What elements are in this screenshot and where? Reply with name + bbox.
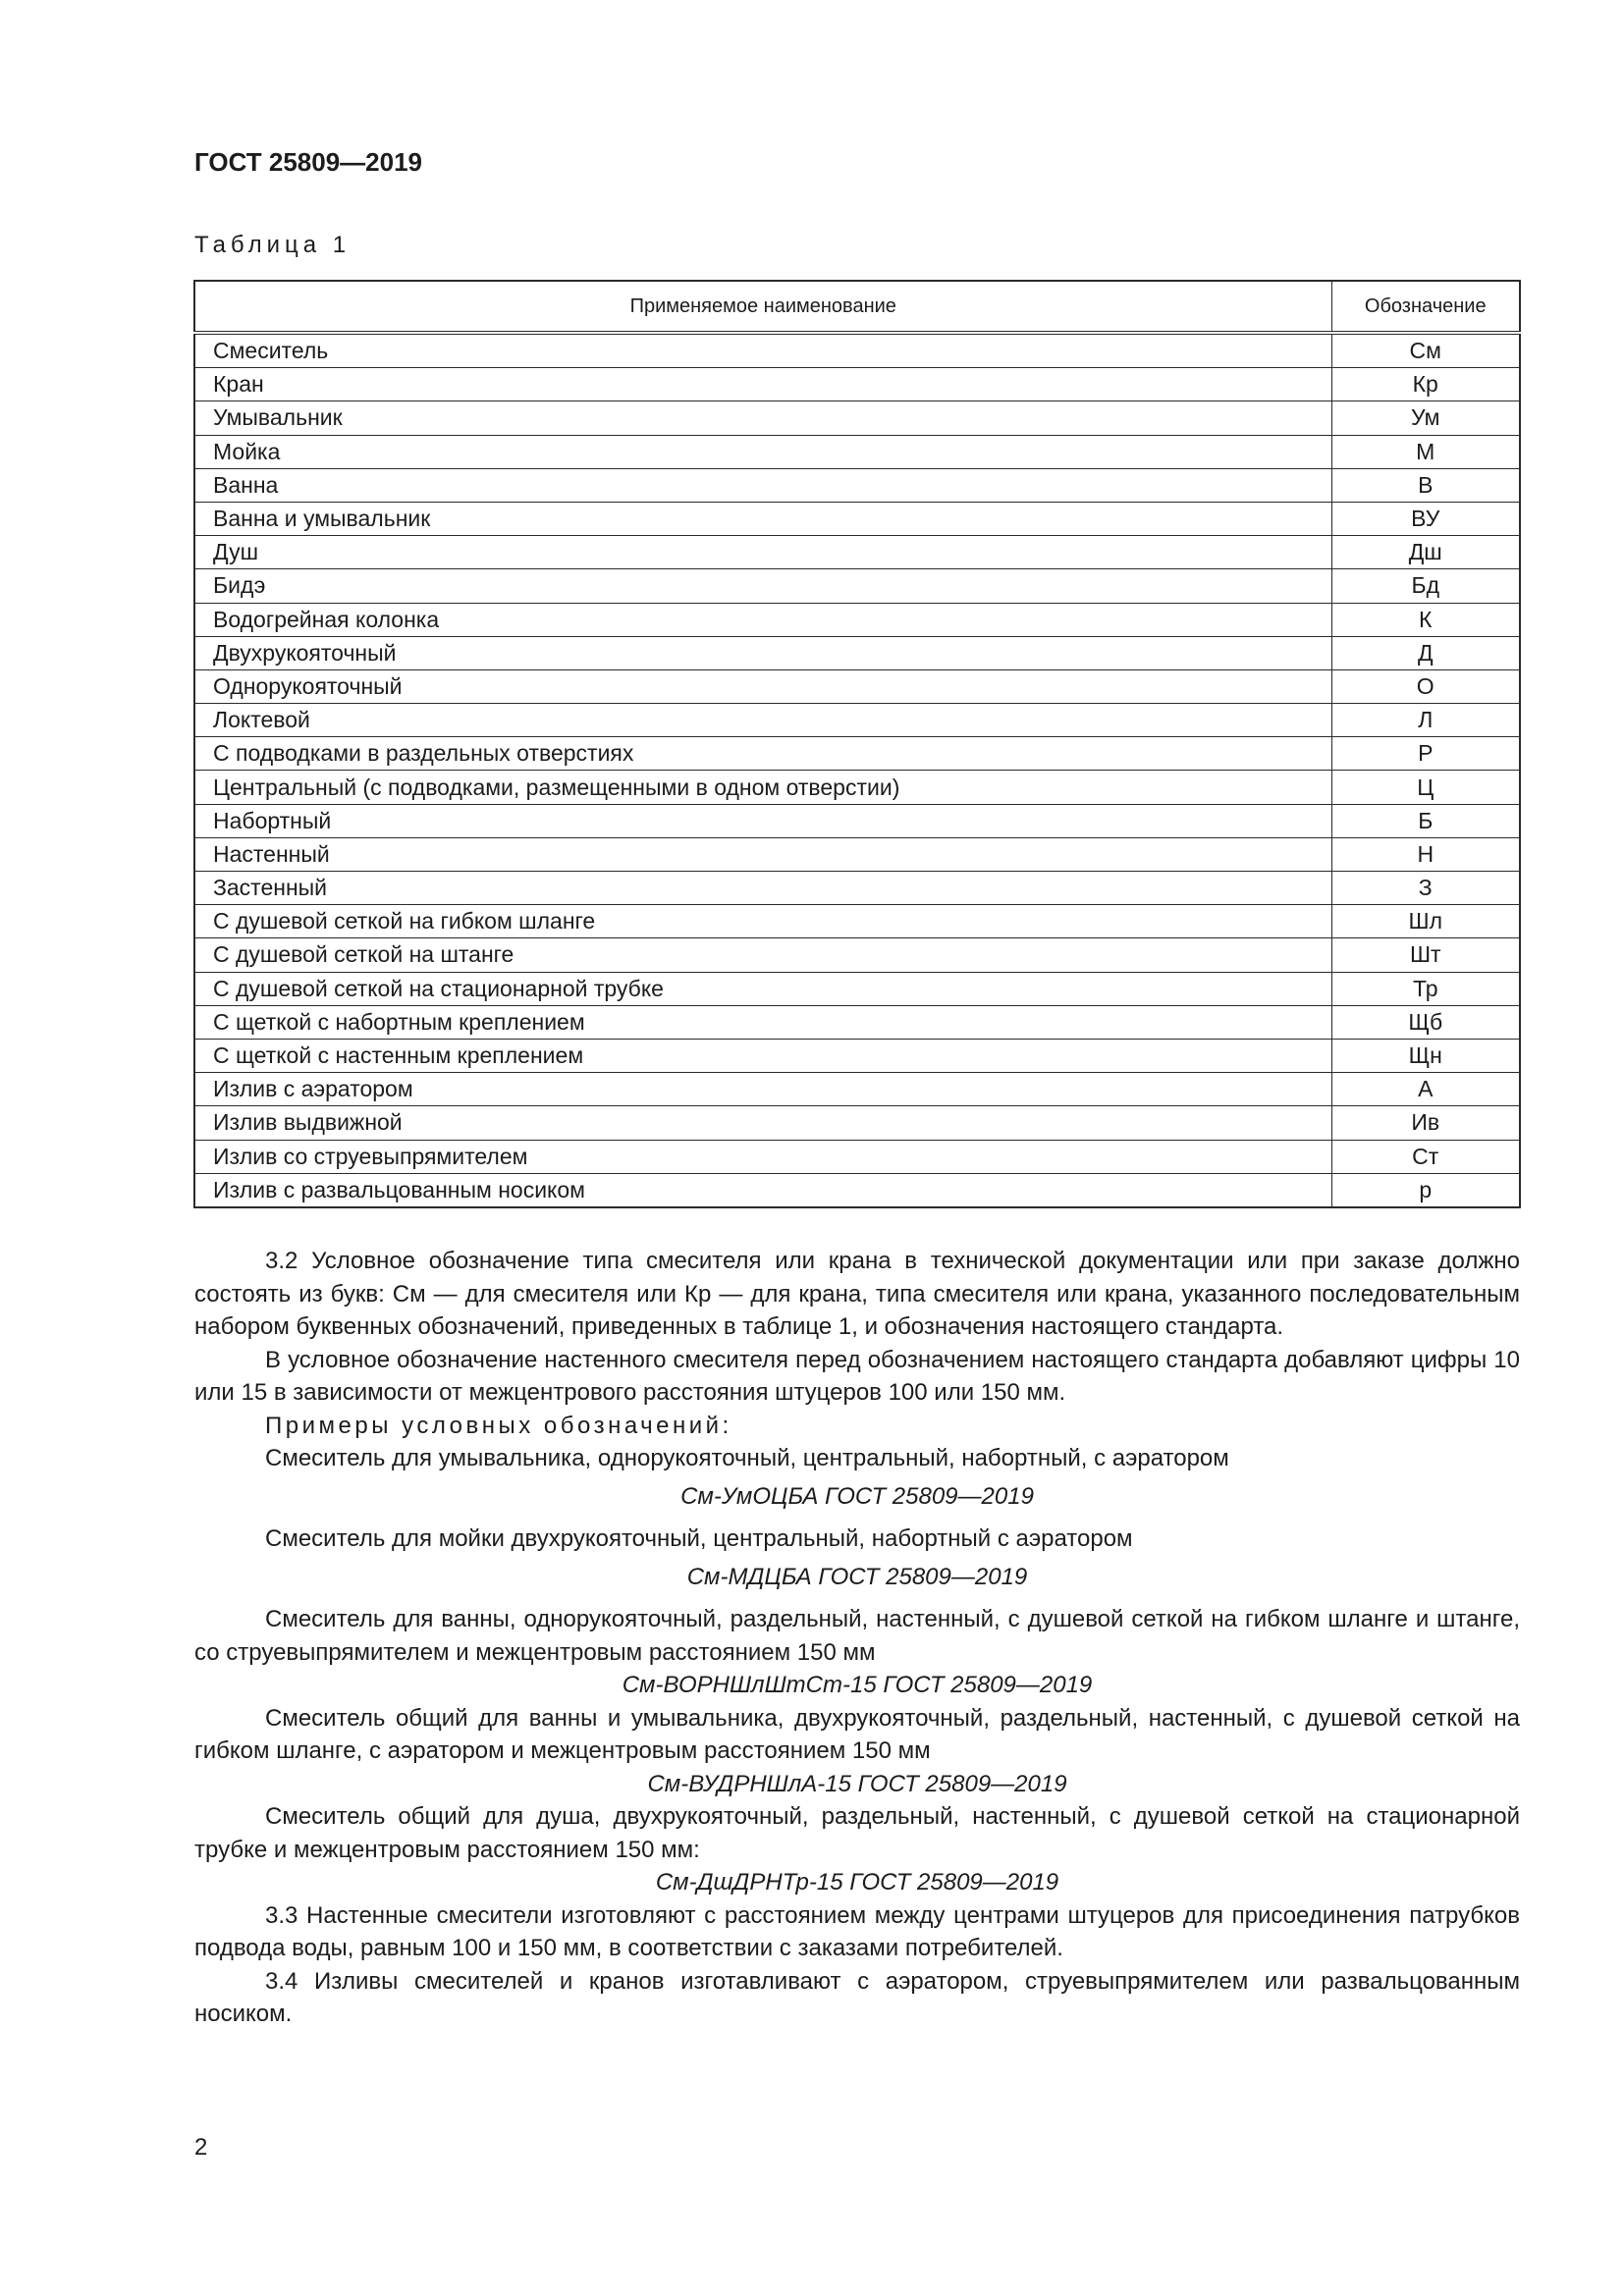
example-2-designation: См-МДЦБА ГОСТ 25809—2019	[686, 1563, 1028, 1590]
example-3-text: Смеситель для ванны, однорукояточный, раздельный, настенный, с душевой сеткой на гибком шланге и штанге, со струевыпрямителем и межцентровым расстоянием 150 мм	[194, 1606, 1520, 1666]
designations-table	[193, 280, 1521, 1208]
example-1-text: Смеситель для умывальника, однорукояточный, центральный, набортный, с аэратором	[265, 1445, 1229, 1471]
table-row	[194, 368, 1520, 401]
row-name: Двухрукояточный	[194, 636, 1331, 669]
example-5-designation: См-ДшДРНТр-15 ГОСТ 25809—2019	[655, 1869, 1059, 1896]
example-1-designation: См-УмОЦБА ГОСТ 25809—2019	[680, 1482, 1034, 1510]
table-row	[194, 804, 1520, 837]
table-row	[194, 837, 1520, 871]
table-row	[194, 603, 1520, 636]
table-row	[194, 1106, 1520, 1140]
row-code: р	[1331, 1173, 1520, 1207]
row-name: Однорукояточный	[194, 669, 1331, 703]
table-body	[194, 333, 1520, 1207]
row-name: Бидэ	[194, 569, 1331, 603]
paragraph-3-3: 3.3 Настенные смесители изготовляют с расстоянием между центрами штуцеров для присоединения патрубков подвода воды, равным 100 и 150 мм, в соответствии с заказами потребителей.	[194, 1901, 1520, 1961]
row-code: Кр	[1331, 368, 1520, 401]
row-name: Излив выдвижной	[194, 1106, 1331, 1140]
row-code: К	[1331, 603, 1520, 636]
page-number: 2	[194, 2134, 208, 2161]
table-row	[194, 569, 1520, 603]
table-row	[194, 401, 1520, 435]
row-name: Набортный	[194, 804, 1331, 837]
example-3-designation: См-ВОРНШлШтСт-15 ГОСТ 25809—2019	[622, 1672, 1093, 1698]
row-code: Р	[1331, 737, 1520, 771]
row-name: С щеткой с набортным креплением	[194, 1005, 1331, 1039]
row-code: Щн	[1331, 1039, 1520, 1072]
row-name: Кран	[194, 368, 1331, 401]
row-name: Излив со струевыпрямителем	[194, 1140, 1331, 1173]
body-text	[194, 1245, 1520, 2031]
table-row	[194, 333, 1520, 368]
paragraph-wall-mounted: В условное обозначение настенного смесителя перед обозначением настоящего стандарта добавляют цифры 10 или 15 в зависимости от межцентрового расстояния штуцеров 100 или 150 мм.	[194, 1346, 1520, 1406]
row-code: Ст	[1331, 1140, 1520, 1173]
table-row	[194, 1140, 1520, 1173]
row-name: Локтевой	[194, 704, 1331, 737]
table-caption: Таблица 1	[194, 232, 352, 258]
table-row	[194, 1073, 1520, 1106]
row-name: Настенный	[194, 837, 1331, 871]
row-code: Б	[1331, 804, 1520, 837]
page-header: ГОСТ 25809—2019	[194, 147, 422, 177]
row-name: С душевой сеткой на штанге	[194, 938, 1331, 972]
row-name: Водогрейная колонка	[194, 603, 1331, 636]
row-code: Тр	[1331, 972, 1520, 1005]
row-code: Дш	[1331, 536, 1520, 569]
row-name: С душевой сеткой на гибком шланге	[194, 905, 1331, 938]
row-name: С щеткой с настенным креплением	[194, 1039, 1331, 1072]
table-row	[194, 636, 1520, 669]
column-header-code: Обозначение	[1331, 281, 1520, 333]
row-name: С душевой сеткой на стационарной трубке	[194, 972, 1331, 1005]
table-row	[194, 468, 1520, 502]
row-code: Н	[1331, 837, 1520, 871]
row-name: Умывальник	[194, 401, 1331, 435]
table-row	[194, 1039, 1520, 1072]
table-row	[194, 435, 1520, 468]
row-name: Застенный	[194, 872, 1331, 905]
row-name: Смеситель	[194, 333, 1331, 368]
row-code: Бд	[1331, 569, 1520, 603]
example-4-designation: См-ВУДРНШлА-15 ГОСТ 25809—2019	[647, 1770, 1067, 1797]
row-code: Шл	[1331, 905, 1520, 938]
row-name: Душ	[194, 536, 1331, 569]
example-2-text: Смеситель для мойки двухрукояточный, центральный, набортный с аэратором	[265, 1525, 1133, 1552]
row-name: С подводками в раздельных отверстиях	[194, 737, 1331, 771]
table-row	[194, 669, 1520, 703]
row-code: Ум	[1331, 401, 1520, 435]
table-row	[194, 872, 1520, 905]
row-code: А	[1331, 1073, 1520, 1106]
row-code: Ц	[1331, 771, 1520, 804]
paragraph-3-4: 3.4 Изливы смесителей и кранов изготавливают с аэратором, струевыпрямителем или развальцованным носиком.	[194, 1967, 1520, 2027]
table-row	[194, 1005, 1520, 1039]
row-name: Мойка	[194, 435, 1331, 468]
row-code: О	[1331, 669, 1520, 703]
row-code: См	[1331, 333, 1520, 368]
row-name: Излив с развальцованным носиком	[194, 1173, 1331, 1207]
table-row	[194, 737, 1520, 771]
table-row	[194, 972, 1520, 1005]
row-code: Д	[1331, 636, 1520, 669]
example-4-text: Смеситель общий для ванны и умывальника, двухрукояточный, раздельный, настенный, с душевой сеткой на гибком шланге, с аэратором и межцентровым расстоянием 150 мм	[194, 1704, 1520, 1764]
column-header-name: Применяемое наименование	[194, 281, 1331, 333]
row-code: Щб	[1331, 1005, 1520, 1039]
row-code: Шт	[1331, 938, 1520, 972]
row-code: Ив	[1331, 1106, 1520, 1140]
table-header-row	[194, 281, 1520, 333]
row-name: Центральный (с подводками, размещенными в одном отверстии)	[194, 771, 1331, 804]
paragraph-3-2: 3.2 Условное обозначение типа смесителя или крана в технической документации или при заказе должно состоять из букв: См — для смесителя или Кр — для крана, типа смесителя или крана, указанного последовательным набором буквенных обозначений, приведенных в таблице 1, и обозначения настоящего стандарта.	[194, 1248, 1520, 1340]
row-name: Ванна и умывальник	[194, 502, 1331, 535]
table-row	[194, 1173, 1520, 1207]
table-row	[194, 502, 1520, 535]
table-row	[194, 905, 1520, 938]
table-row	[194, 938, 1520, 972]
row-code: З	[1331, 872, 1520, 905]
row-name: Ванна	[194, 468, 1331, 502]
row-code: М	[1331, 435, 1520, 468]
examples-heading: Примеры условных обозначений:	[265, 1412, 732, 1439]
row-code: Л	[1331, 704, 1520, 737]
table-row	[194, 704, 1520, 737]
table-row	[194, 536, 1520, 569]
example-5-text: Смеситель общий для душа, двухрукояточный, раздельный, настенный, с душевой сеткой на стационарной трубке и межцентровым расстоянием 150 мм:	[194, 1803, 1520, 1863]
table-row	[194, 771, 1520, 804]
row-code: В	[1331, 468, 1520, 502]
row-code: ВУ	[1331, 502, 1520, 535]
row-name: Излив с аэратором	[194, 1073, 1331, 1106]
